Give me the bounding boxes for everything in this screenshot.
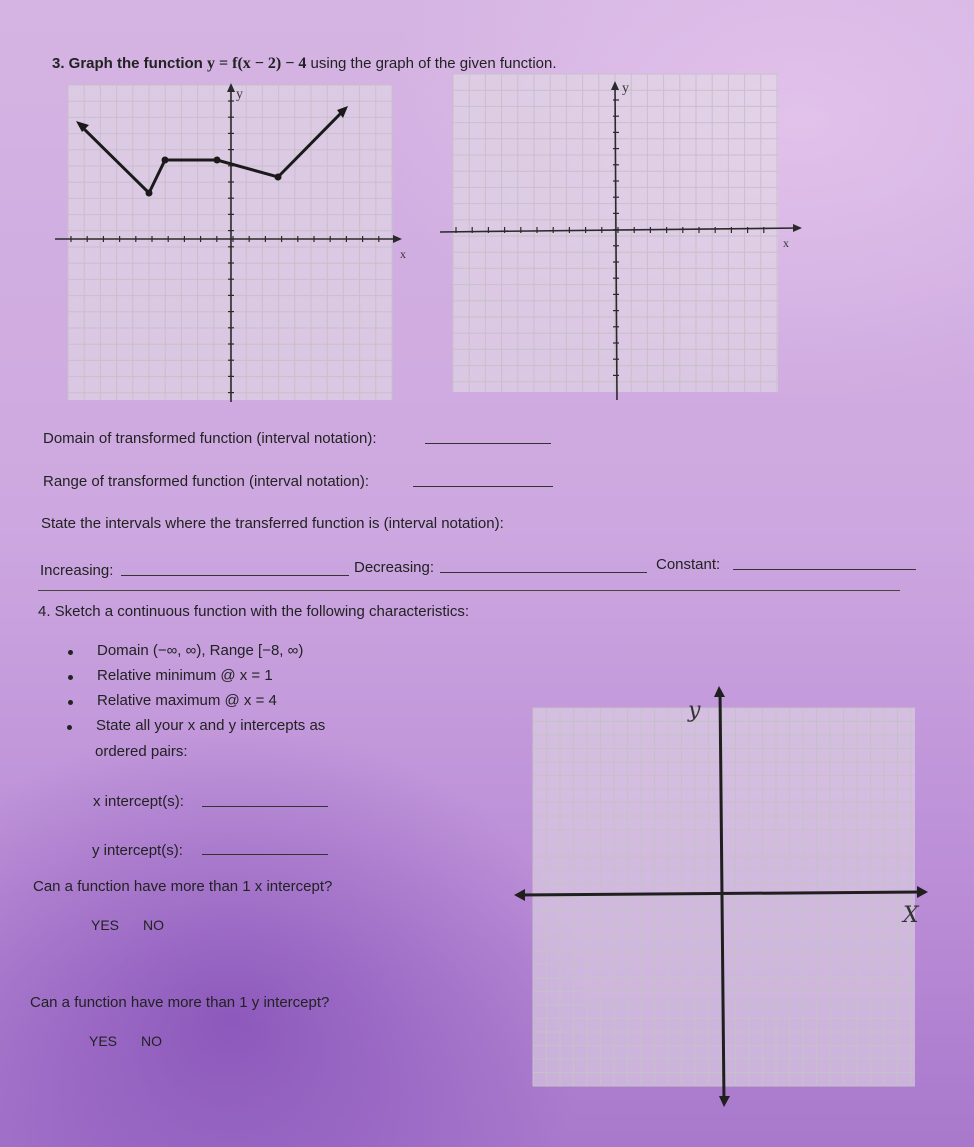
q4-bullet-1: Domain (−∞, ∞), Range [−8, ∞): [97, 642, 304, 659]
q3-decreasing-answer-line[interactable]: [440, 572, 647, 573]
q4-x-label: X: [903, 903, 919, 928]
q4-x-arrow-left: [514, 889, 525, 901]
q3-prompt-prefix: 3. Graph the function: [52, 55, 208, 72]
q3-given-graph-grid: [68, 85, 392, 400]
q4-y-intercepts-answer-line[interactable]: [202, 854, 328, 855]
q3-answer-y-label: y: [622, 81, 629, 96]
q4-question-y: Can a function have more than 1 y intercept?: [30, 994, 330, 1011]
q3-given-point-b: [214, 157, 221, 164]
q4-x-intercepts-answer-line[interactable]: [202, 806, 328, 807]
q4-prompt: 4. Sketch a continuous function with the following characteristics:: [38, 603, 470, 620]
q4-x-yes-option[interactable]: YES: [91, 917, 120, 933]
q3-increasing-answer-line[interactable]: [121, 575, 349, 576]
q4-question-x: Can a function have more than 1 x intercept?: [33, 878, 333, 895]
q4-x-no-option[interactable]: NO: [143, 917, 164, 933]
q3-range-label: Range of transformed function (interval notation):: [43, 473, 370, 490]
q4-y-intercepts-label: y intercept(s):: [92, 842, 183, 859]
q4-y-no-option[interactable]: NO: [141, 1033, 162, 1049]
q4-bullet-dot-4: [67, 725, 72, 730]
q3-prompt-suffix: using the graph of the given function.: [306, 55, 557, 72]
q3-range-answer-line[interactable]: [413, 486, 553, 487]
q4-bullet-dot-3: [68, 700, 73, 705]
q4-y-arrow-bottom: [719, 1096, 730, 1107]
q3-decreasing-label: Decreasing:: [354, 559, 435, 576]
q3-given-point-a: [162, 157, 169, 164]
q4-bullet-3: Relative maximum @ x = 4: [97, 692, 277, 709]
q3-domain-label: Domain of transformed function (interval notation):: [43, 430, 377, 447]
q4-bullet-dot-1: [68, 650, 73, 655]
q4-bullet-4: State all your x and y intercepts as: [96, 717, 326, 734]
q3-answer-x-arrow: [793, 224, 802, 232]
q3-increasing-label: Increasing:: [40, 562, 114, 579]
q4-x-arrow-right: [917, 886, 928, 898]
q4-y-label: y: [688, 698, 701, 723]
q3-given-x-label: x: [400, 247, 406, 261]
q4-bullet-dot-2: [68, 675, 73, 680]
section-divider: [38, 590, 900, 591]
q4-y-yes-option[interactable]: YES: [89, 1033, 118, 1049]
q3-given-y-label: y: [236, 87, 243, 102]
q3-constant-label: Constant:: [656, 556, 721, 573]
q3-answer-x-label: x: [783, 236, 789, 250]
q4-x-intercepts-label: x intercept(s):: [93, 793, 184, 810]
q4-y-arrow-top: [714, 686, 725, 697]
q3-equation: y = f(x − 2) − 4: [207, 55, 307, 72]
q3-given-point-min: [146, 190, 153, 197]
q3-given-point-c: [275, 174, 282, 181]
q4-bullet-4-line2: ordered pairs:: [95, 743, 188, 760]
q3-domain-answer-line[interactable]: [425, 443, 551, 444]
q3-given-x-arrow: [393, 235, 402, 243]
q3-constant-answer-line[interactable]: [733, 569, 916, 570]
q3-intervals-prompt: State the intervals where the transferred function is (interval notation):: [41, 515, 504, 532]
q4-bullet-2: Relative minimum @ x = 1: [97, 667, 273, 684]
